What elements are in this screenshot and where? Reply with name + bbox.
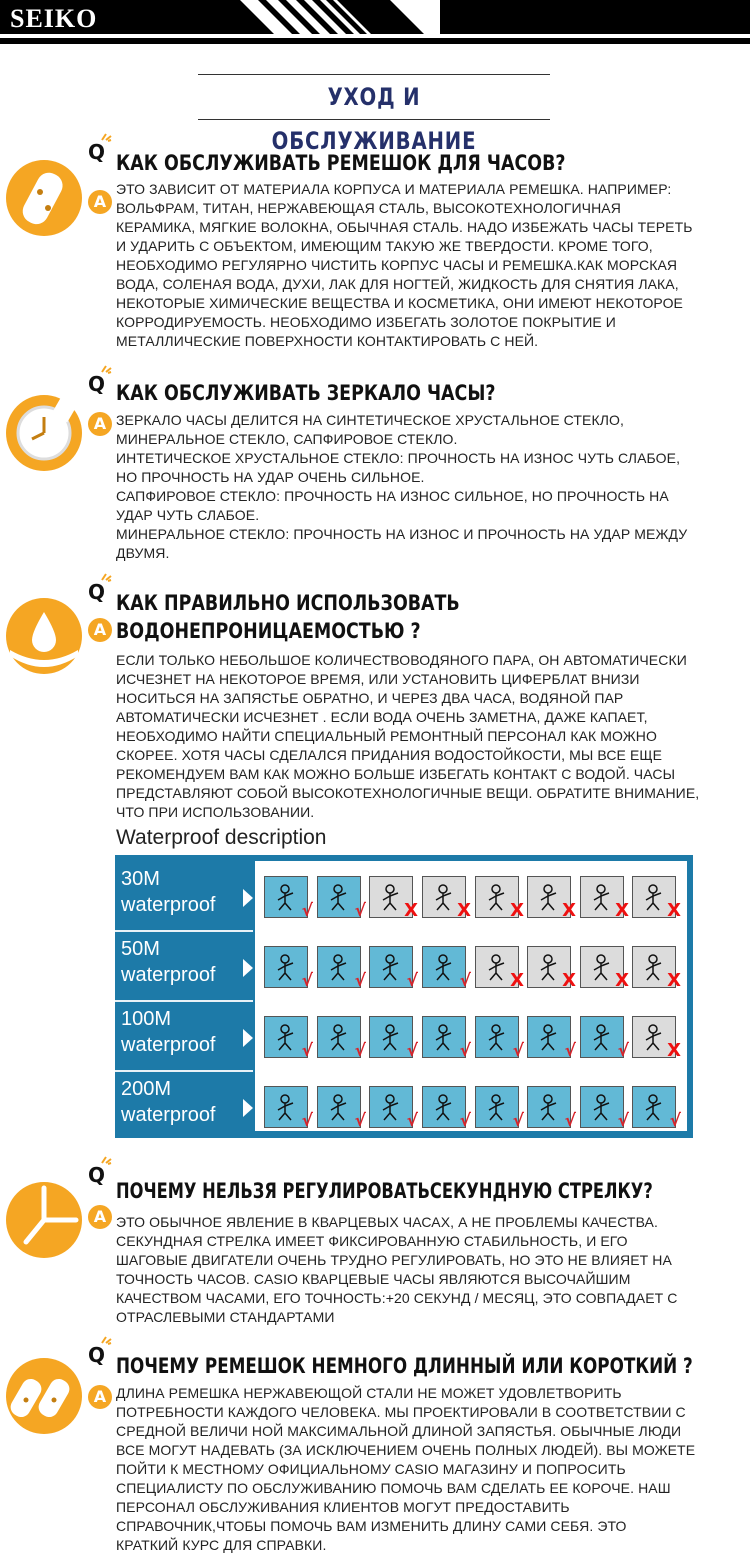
answer-text: ЭТО ОБЫЧНОЕ ЯВЛЕНИЕ В КВАРЦЕВЫХ ЧАСАХ, А НЕ ПРОБЛЕМЫ КАЧЕСТВА. СЕКУНДНАЯ СТРЕЛКА ИМЕЕТ ФИКСИРОВАННУЮ СТАБИЛЬНОСТЬ, И ЕГО ШАГОВЫЕ ДВИГАТЕЛИ ОЧЕНЬ ТРУДНО РЕГУЛИРОВАТЬ, НО ЭТО НЕ ВЛИЯЕТ НА ТОЧНОСТЬ ЧАСОВ. CASIO КВАРЦЕВЫЕ ЧАСЫ ЯВЛЯЮТСЯ ВЫСОЧАЙШИМ КАЧЕСТВОМ ЧАСАМИ, ЕГО ТОЧНОСТЬ:+20 СЕКУНД / МЕСЯЦ, ЭТО СОВПАДАЕТ С ОТРАСЛЕВЫМИ СТАНДАРТАМИ [116, 1214, 678, 1325]
answer-badge: A [88, 1205, 112, 1229]
person-figure-icon [589, 883, 617, 911]
activity-cell [580, 946, 629, 991]
activity-cell [422, 946, 471, 991]
question-marker: Q [88, 1343, 105, 1367]
person-figure-icon [484, 1093, 512, 1121]
activity-cell [264, 1016, 313, 1061]
not-allowed-x-icon: X [615, 970, 629, 991]
activity-cell [632, 946, 681, 991]
person-figure-icon [641, 1023, 669, 1051]
activity-cell [264, 876, 313, 921]
person-figure-icon [273, 1093, 301, 1121]
allowed-check-icon: √ [301, 901, 313, 921]
answer-badge: A [88, 618, 112, 642]
activity-cell [632, 1086, 681, 1131]
brand-logo[interactable]: SEIKO [10, 4, 98, 33]
person-figure-icon [641, 883, 669, 911]
answer-badge: A [88, 190, 112, 214]
strap-links-icon [4, 1356, 84, 1436]
person-figure-icon [431, 1023, 459, 1051]
row-arrow-icon [243, 889, 253, 907]
question-title-line2: ВОДОНЕПРОНИЦАЕМОСТЬЮ ? [116, 619, 421, 643]
watch-face-icon [4, 393, 84, 473]
person-figure-icon [326, 1023, 354, 1051]
activity-cell [369, 876, 418, 921]
activity-cell [580, 1016, 629, 1061]
person-figure-icon [378, 1023, 406, 1051]
activity-cell [632, 1016, 681, 1061]
header-underline [0, 38, 750, 44]
activity-cell [475, 1086, 524, 1131]
person-figure-icon [484, 883, 512, 911]
header-stripes-decoration [240, 0, 440, 38]
answer-text: ЭТО ЗАВИСИТ ОТ МАТЕРИАЛА КОРПУСА И МАТЕРИАЛА РЕМЕШКА. НАПРИМЕР: ВОЛЬФРАМ, ТИТАН, НЕРЖАВЕЮЩАЯ СТАЛЬ, ВЫСОКОТЕХНОЛОГИЧНАЯ КЕРАМИКА, МЯГКИЕ ВОЛОКНА, ОБЫЧНАЯ СТАЛЬ. НАДО ИЗБЕЖАТЬ ЧАСЫ ТЕРЕТЬ И УДАРИТЬ С ОБЪЕКТОМ, ИМЕЮЩИМ ТАКУЮ ЖЕ ТВЕРДОСТИ. КРОМЕ ТОГО, НЕОБХОДИМО РЕГУЛЯРНО ЧИСТИТЬ КОРПУС ЧАСЫ И РЕМЕШКА.КАК МОРСКАЯ ВОДА, СОЛЕНАЯ ВОДА, ДУХИ, ЛАК ДЛЯ НОГТЕЙ, ЖИДКОСТЬ ДЛЯ СНЯТИЯ ЛАКА, НЕКОТОРЫЕ ХИМИЧЕСКИЕ ВЕЩЕСТВА И КОСМЕТИКА, ОНИ ИМЕЮТ НЕКОТОРОЕ КОРРОДИРУЕМОСТЬ. НЕОБХОДИМО ИЗБЕГАТЬ ЗОЛОТОЕ ПОКРЫТИЕ И МЕТАЛЛИЧЕСКИЕ ПОВЕРХНОСТИ КОНТАКТИРОВАТЬ С НЕЙ. [116, 181, 693, 349]
allowed-check-icon: √ [564, 1041, 576, 1061]
allowed-check-icon: √ [301, 1111, 313, 1131]
clock-hands-icon [4, 1180, 84, 1260]
person-figure-icon [431, 1093, 459, 1121]
not-allowed-x-icon: X [562, 900, 576, 921]
person-figure-icon [273, 1023, 301, 1051]
row-arrow-icon [243, 1099, 253, 1117]
activity-cell [580, 876, 629, 921]
spark-icon [100, 1155, 112, 1165]
allowed-check-icon: √ [354, 1111, 366, 1131]
person-figure-icon [589, 1093, 617, 1121]
allowed-check-icon: √ [669, 1111, 681, 1131]
question-marker: Q [88, 140, 105, 164]
waterproof-grid [255, 861, 687, 1131]
answer-badge: A [88, 412, 112, 436]
person-figure-icon [431, 883, 459, 911]
waterproof-rating-label: 100M waterproof [121, 1008, 216, 1056]
question-marker: Q [88, 580, 105, 604]
allowed-check-icon: √ [617, 1111, 629, 1131]
activity-cell [475, 946, 524, 991]
answer-text: ЕСЛИ ТОЛЬКО НЕБОЛЬШОЕ КОЛИЧЕСТВОВОДЯНОГО ПАРА, ОН АВТОМАТИЧЕСКИ ИСЧЕЗНЕТ НА НЕКОТОРОЕ ВРЕМЯ, ИЛИ УСТАНОВИТЬ ЦИФЕРБЛАТ ВНИЗИ НОСИТЬСЯ НА ЗАПЯСТЬЕ ОБРАТНО, И ЧЕРЕЗ ДВА ЧАСА, ВОДЯНОЙ ПАР АВТОМАТИЧЕСКИ ИСЧЕЗНЕТ . ЕСЛИ ВОДА ОЧЕНЬ ЗАМЕТНА, ДАЖЕ КАПАЕТ, НЕОБХОДИМО НАЙТИ СПЕЦИАЛЬНЫЙ РЕМОНТНЫЙ ПЕРСОНАЛ КАК МОЖНО СКОРЕЕ. ХОТЯ ЧАСЫ СДЕЛАЛСЯ ПРИДАНИЯ ВОДОСТОЙКОСТИ, МЫ ВСЕ ЕЩЕ РЕКОМЕНДУЕМ ВАМ КАК МОЖНО БОЛЬШЕ ИЗБЕГАТЬ КОНТАКТ С ВОДОЙ. ЧАСЫ ПРЕДСТАВЛЯЮТ СОБОЙ ВЫСОКОТЕХНОЛОГИЧНЫЕ ВЕЩИ. ОБРАТИТЕ ВНИМАНИЕ, ЧТО ПРИ ИСПОЛЬЗОВАНИИ. [116, 652, 700, 820]
strap-icon [4, 158, 84, 238]
allowed-check-icon: √ [354, 1041, 366, 1061]
activity-cell [527, 876, 576, 921]
person-figure-icon [273, 883, 301, 911]
not-allowed-x-icon: X [457, 900, 471, 921]
question-title: КАК ОБСЛУЖИВАТЬ ЗЕРКАЛО ЧАСЫ? [116, 381, 496, 405]
question-title-line1: КАК ПРАВИЛЬНО ИСПОЛЬЗОВАТЬ [116, 591, 460, 615]
activity-cell [422, 876, 471, 921]
person-figure-icon [378, 1093, 406, 1121]
person-figure-icon [536, 953, 564, 981]
allowed-check-icon: √ [617, 1041, 629, 1061]
water-drop-icon [4, 596, 84, 676]
activity-cell [527, 946, 576, 991]
person-figure-icon [484, 1023, 512, 1051]
answer-text: ЗЕРКАЛО ЧАСЫ ДЕЛИТСЯ НА СИНТЕТИЧЕСКОЕ ХРУСТАЛЬНОЕ СТЕКЛО, МИНЕРАЛЬНОЕ СТЕКЛО, САПФИРОВОЕ СТЕКЛО. ИНТЕТИЧЕСКОЕ ХРУСТАЛЬНОЕ СТЕКЛО: ПРОЧНОСТЬ НА ИЗНОС ЧУТЬ СЛАБОЕ, НО ПРОЧНОСТЬ НА УДАР ОЧЕНЬ СИЛЬНОЕ. САПФИРОВОЕ СТЕКЛО: ПРОЧНОСТЬ НА ИЗНОС СИЛЬНОЕ, НО ПРОЧНОСТЬ НА УДАР ЧУТЬ СЛАБОЕ. МИНЕРАЛЬНОЕ СТЕКЛО: ПРОЧНОСТЬ НА ИЗНОС И ПРОЧНОСТЬ НА УДАР МЕЖДУ ДВУМЯ. [116, 412, 688, 561]
activity-cell [580, 1086, 629, 1131]
question-marker: Q [88, 372, 105, 396]
row-separator [115, 1000, 253, 1002]
allowed-check-icon: √ [406, 1041, 418, 1061]
answer-badge: A [88, 1385, 112, 1409]
allowed-check-icon: √ [406, 971, 418, 991]
row-arrow-icon [243, 1029, 253, 1047]
activity-cell [317, 946, 366, 991]
allowed-check-icon: √ [459, 1111, 471, 1131]
row-arrow-icon [243, 959, 253, 977]
activity-cell [317, 1086, 366, 1131]
spark-icon [100, 132, 112, 142]
allowed-check-icon: √ [512, 1041, 524, 1061]
waterproof-rating-label: 50M waterproof [121, 938, 216, 986]
row-separator [115, 1070, 253, 1072]
not-allowed-x-icon: X [615, 900, 629, 921]
person-figure-icon [589, 953, 617, 981]
person-figure-icon [378, 883, 406, 911]
person-figure-icon [378, 953, 406, 981]
person-figure-icon [536, 1023, 564, 1051]
not-allowed-x-icon: X [404, 900, 418, 921]
person-figure-icon [641, 1093, 669, 1121]
activity-cell [317, 876, 366, 921]
person-figure-icon [536, 883, 564, 911]
activity-cell [475, 876, 524, 921]
allowed-check-icon: √ [459, 971, 471, 991]
person-figure-icon [589, 1023, 617, 1051]
allowed-check-icon: √ [459, 1041, 471, 1061]
waterproof-title: Waterproof description [116, 826, 327, 849]
activity-cell [422, 1086, 471, 1131]
not-allowed-x-icon: X [667, 970, 681, 991]
person-figure-icon [536, 1093, 564, 1121]
person-figure-icon [431, 953, 459, 981]
page-title: УХОД И ОБСЛУЖИВАНИЕ [271, 83, 477, 155]
page-header [0, 0, 750, 46]
person-figure-icon [273, 953, 301, 981]
question-marker: Q [88, 1163, 105, 1187]
person-figure-icon [484, 953, 512, 981]
waterproof-table [115, 855, 693, 1138]
person-figure-icon [326, 1093, 354, 1121]
activity-cell [527, 1016, 576, 1061]
allowed-check-icon: √ [301, 971, 313, 991]
activity-cell [369, 1086, 418, 1131]
question-title: ПОЧЕМУ РЕМЕШОК НЕМНОГО ДЛИННЫЙ ИЛИ КОРОТКИЙ ? [116, 1354, 693, 1378]
not-allowed-x-icon: X [510, 970, 524, 991]
row-separator [115, 930, 253, 932]
waterproof-rating-label: 200M waterproof [121, 1078, 216, 1126]
activity-cell [527, 1086, 576, 1131]
activity-cell [264, 1086, 313, 1131]
activity-cell [317, 1016, 366, 1061]
activity-cell [422, 1016, 471, 1061]
not-allowed-x-icon: X [562, 970, 576, 991]
waterproof-rating-label: 30M waterproof [121, 868, 216, 916]
allowed-check-icon: √ [354, 971, 366, 991]
activity-cell [475, 1016, 524, 1061]
question-title: КАК ОБСЛУЖИВАТЬ РЕМЕШОК ДЛЯ ЧАСОВ? [116, 151, 566, 175]
person-figure-icon [641, 953, 669, 981]
person-figure-icon [326, 953, 354, 981]
allowed-check-icon: √ [354, 901, 366, 921]
allowed-check-icon: √ [564, 1111, 576, 1131]
question-title: ПОЧЕМУ НЕЛЬЗЯ РЕГУЛИРОВАТЬСЕКУНДНУЮ СТРЕЛКУ? [116, 1179, 653, 1203]
not-allowed-x-icon: X [667, 1040, 681, 1061]
allowed-check-icon: √ [301, 1041, 313, 1061]
not-allowed-x-icon: X [510, 900, 524, 921]
activity-cell [632, 876, 681, 921]
answer-text: ДЛИНА РЕМЕШКА НЕРЖАВЕЮЩОЙ СТАЛИ НЕ МОЖЕТ УДОВЛЕТВОРИТЬ ПОТРЕБНОСТИ КАЖДОГО ЧЕЛОВЕКА. МЫ ПРОЕКТИРОВАЛИ В СООТВЕТСТВИИ С СРЕДНОЙ ВЕЛИЧИ НОЙ МАКСИМАЛЬНОЙ ДЛИНОЙ ЗАПЯСТЬЯ. ОБЫЧНЫЕ ЛЮДИ ВСЕ МОГУТ НАДЕВАТЬ (ЗА ИСКЛЮЧЕНИЕМ ОЧЕНЬ ПОЛНЫХ ЛЮДЕЙ). ВЫ МОЖЕТЕ ПОЙТИ К МЕСТНОМУ ОФИЦИАЛЬНОМУ CASIO МАГАЗИНУ И ПОПРОСИТЬ СПЕЦИАЛИСТУ ПО ОБСЛУЖИВАНИЮ ПОМОЧЬ ВАМ СДЕЛАТЬ ЕЕ КОРОЧЕ. НАШ ПЕРСОНАЛ ОБСЛУЖИВАНИЯ КЛИЕНТОВ МОГУТ ПРЕДОСТАВИТЬ СПРАВОЧНИК,ЧТОБЫ ПОМОЧЬ ВАМ ИЗМЕНИТЬ ДЛИНУ САМИ СЕБЯ. ЭТО КРАТКИЙ КУРС ДЛЯ СПРАВКИ. [116, 1385, 696, 1553]
page-title-box [198, 74, 550, 155]
spark-icon [100, 1335, 112, 1345]
activity-cell [369, 946, 418, 991]
allowed-check-icon: √ [512, 1111, 524, 1131]
person-figure-icon [326, 883, 354, 911]
activity-cell [264, 946, 313, 991]
spark-icon [100, 364, 112, 374]
allowed-check-icon: √ [406, 1111, 418, 1131]
activity-cell [369, 1016, 418, 1061]
spark-icon [100, 572, 112, 582]
not-allowed-x-icon: X [667, 900, 681, 921]
